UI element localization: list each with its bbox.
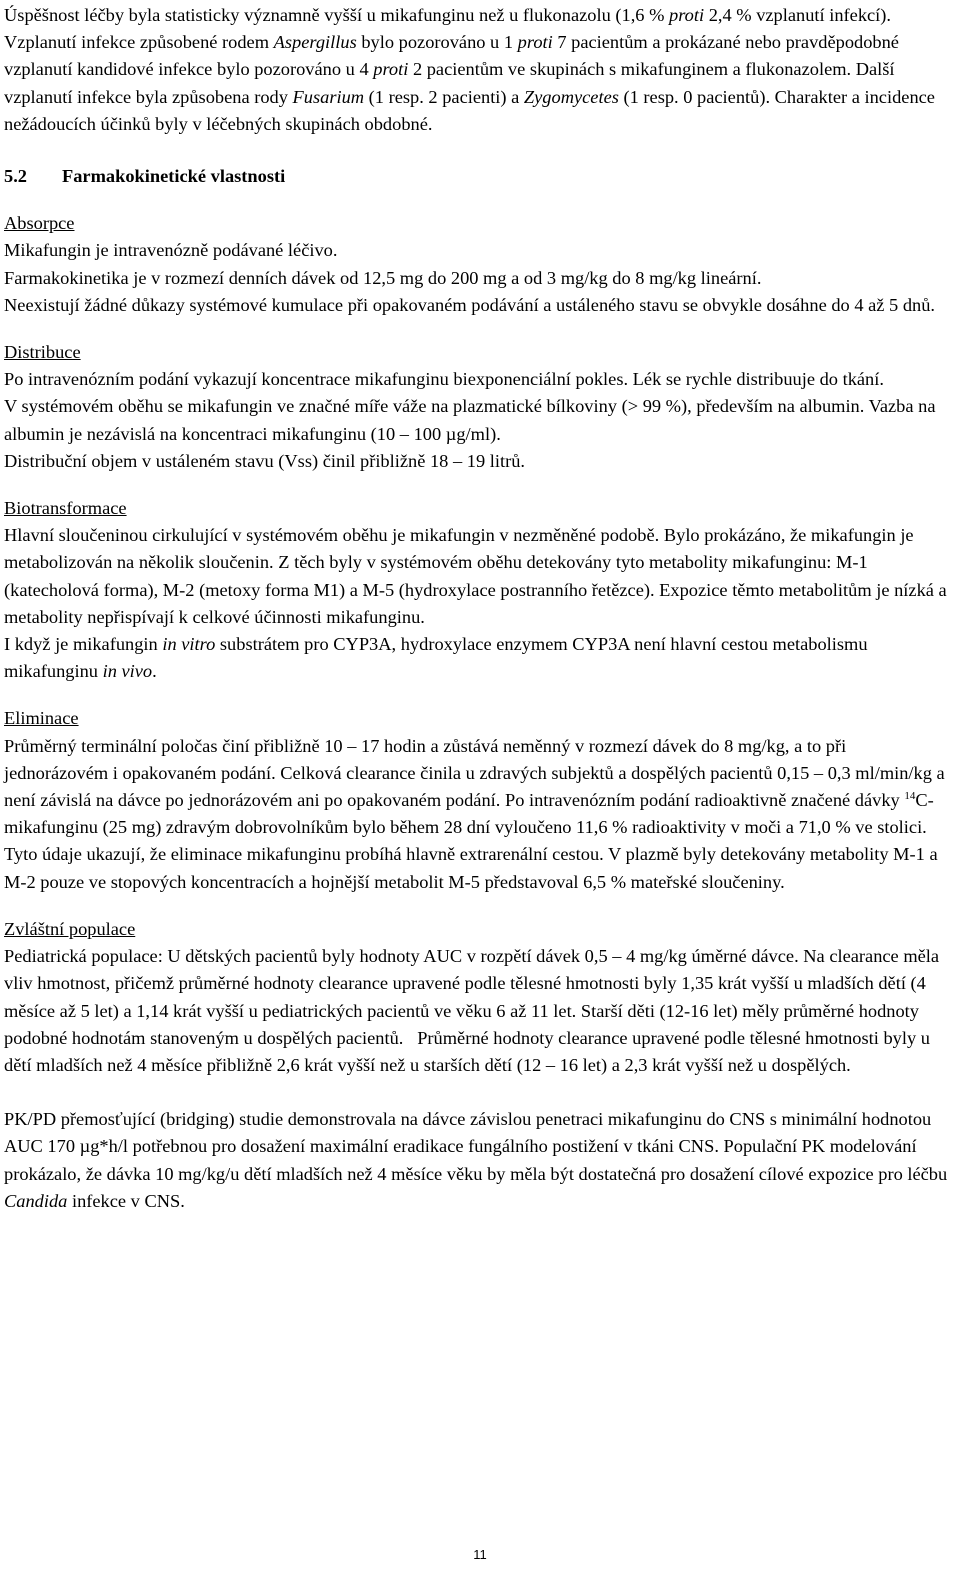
- distribuce-line-2: V systémovém oběhu se mikafungin ve značné míře váže na plazmatické bílkoviny (> 99 %), především na albumin. Vazba na albumin je nezávislá na koncentraci mikafunginu (10 – 100 µg/ml).: [4, 396, 936, 444]
- biotransformace-paragraph-2: I když je mikafungin in vitro substrátem pro CYP3A, hydroxylace enzymem CYP3A není hlavní cestou metabolismu mikafunginu in vivo.: [4, 634, 868, 682]
- zvlastni-populace-paragraph: Pediatrická populace: U dětských pacientů byly hodnoty AUC v rozpětí dávek 0,5 – 4 mg/kg úměrné dávce. Na clearance měla vliv hmotnost, přičemž průměrné hodnoty clearance upravené podle tělesné hmotnosti byly 1,35 krát vyšší u mladších dětí (4 měsíce až 5 let) a 1,14 krát vyšší u pediatrických pacientů ve věku 6 až 11 let. Starší děti (12-16 let) měly průměrné hodnoty podobné hodnotám stanoveným u dospělých pacientů. Průměrné hodnoty clearance upravené podle tělesné hmotnosti byly u dětí mladších než 4 měsíce přibližně 2,6 krát vyšší než u starších dětí (12 – 16 let) a 2,3 krát vyšší než u dospělých.: [4, 946, 944, 1075]
- intro-paragraph: Úspěšnost léčby byla statisticky významně vyšší u mikafunginu než u flukonazolu (1,6 % proti 2,4 % vzplanutí infekcí). Vzplanutí infekce způsobené rodem Aspergillus bylo pozorováno u 1 proti 7 pacientům a prokázané nebo pravděpodobné vzplanutí kandidové infekce bylo pozorováno u 4 proti 2 pacientům ve skupinách s mikafunginem a flukonazolem. Další vzplanutí infekce byla způsobena rody Fusarium (1 resp. 2 pacienti) a Zygomycetes (1 resp. 0 pacientů). Charakter a incidence nežádoucích účinků byly v léčebných skupinách obdobné.: [4, 5, 935, 134]
- zvlastni-populace-heading: Zvláštní populace: [4, 918, 136, 939]
- section-heading: [4, 163, 952, 190]
- pkpd-paragraph: PK/PD přemosťující (bridging) studie demonstrovala na dávce závislou penetraci mikafunginu do CNS s minimální hodnotou AUC 170 µg*h/l potřebnou pro dosažení maximální eradikace fungálního postižení v tkáni CNS. Populační PK modelování prokázalo, že dávka 10 mg/kg/u dětí mladších než 4 měsíce věku by měla být dostatečná pro dosažení cílové expozice pro léčbu Candida infekce v CNS.: [4, 1109, 948, 1211]
- biotransformace-paragraph-1: Hlavní sloučeninou cirkulující v systémovém oběhu je mikafungin v nezměněné podobě. Bylo prokázáno, že mikafungin je metabolizován na několik sloučenin. Z těch byly v systémovém oběhu detekovány tyto metabolity mikafunginu: M-1 (katecholová forma), M-2 (metoxy forma M1) a M-5 (hydroxylace postranního řetězce). Expozice těmto metabolitům je nízká a metabolity nepřispívají k celkové účinnosti mikafunginu.: [4, 525, 947, 627]
- absorpce-line-2: Farmakokinetika je v rozmezí denních dávek od 12,5 mg do 200 mg a od 3 mg/kg do 8 mg/kg lineární.: [4, 267, 762, 288]
- distribuce-line-1: Po intravenózním podání vykazují koncentrace mikafunginu biexponenciální pokles. Lék se rychle distribuuje do tkání.: [4, 369, 884, 390]
- biotransformace-heading: Biotransformace: [4, 498, 127, 519]
- distribuce-line-3: Distribuční objem v ustáleném stavu (Vss) činil přibližně 18 – 19 litrů.: [4, 450, 525, 471]
- section-number: 5.2: [4, 166, 27, 187]
- section-title: Farmakokinetické vlastnosti: [62, 166, 286, 187]
- absorpce-line-3: Neexistují žádné důkazy systémové kumulace při opakovaném podávání a ustáleného stavu se obvykle dosáhne do 4 až 5 dnů.: [4, 294, 936, 315]
- absorpce-heading: Absorpce: [4, 213, 75, 234]
- eliminace-paragraph: Průměrný terminální poločas činí přibližně 10 – 17 hodin a zůstává neměnný v rozmezí dávek do 8 mg/kg, a to při jednorázovém i opakovaném podání. Celková clearance činila u zdravých subjektů a dospělých pacientů 0,15 – 0,3 ml/min/kg a není závislá na dávce po jednorázovém ani po opakovaném podání. Po intravenózním podání radioaktivně značené dávky $^{14}$C-mikafunginu (25 mg) zdravým dobrovolníkům bylo během 28 dní vyloučeno 11,6 % radioaktivity v moči a 71,0 % ve stolici. Tyto údaje ukazují, že eliminace mikafunginu probíhá hlavně extrarenální cestou. V plazmě byly detekovány metabolity M-1 a M-2 pouze ve stopových koncentracích a hojnější metabolit M-5 představoval 6,5 % mateřské sloučeniny.: [4, 735, 945, 892]
- page-number: 11: [473, 1547, 487, 1562]
- absorpce-line-1: Mikafungin je intravenózně podávané léčivo.: [4, 240, 338, 261]
- distribuce-heading: Distribuce: [4, 342, 81, 363]
- eliminace-heading: Eliminace: [4, 708, 79, 729]
